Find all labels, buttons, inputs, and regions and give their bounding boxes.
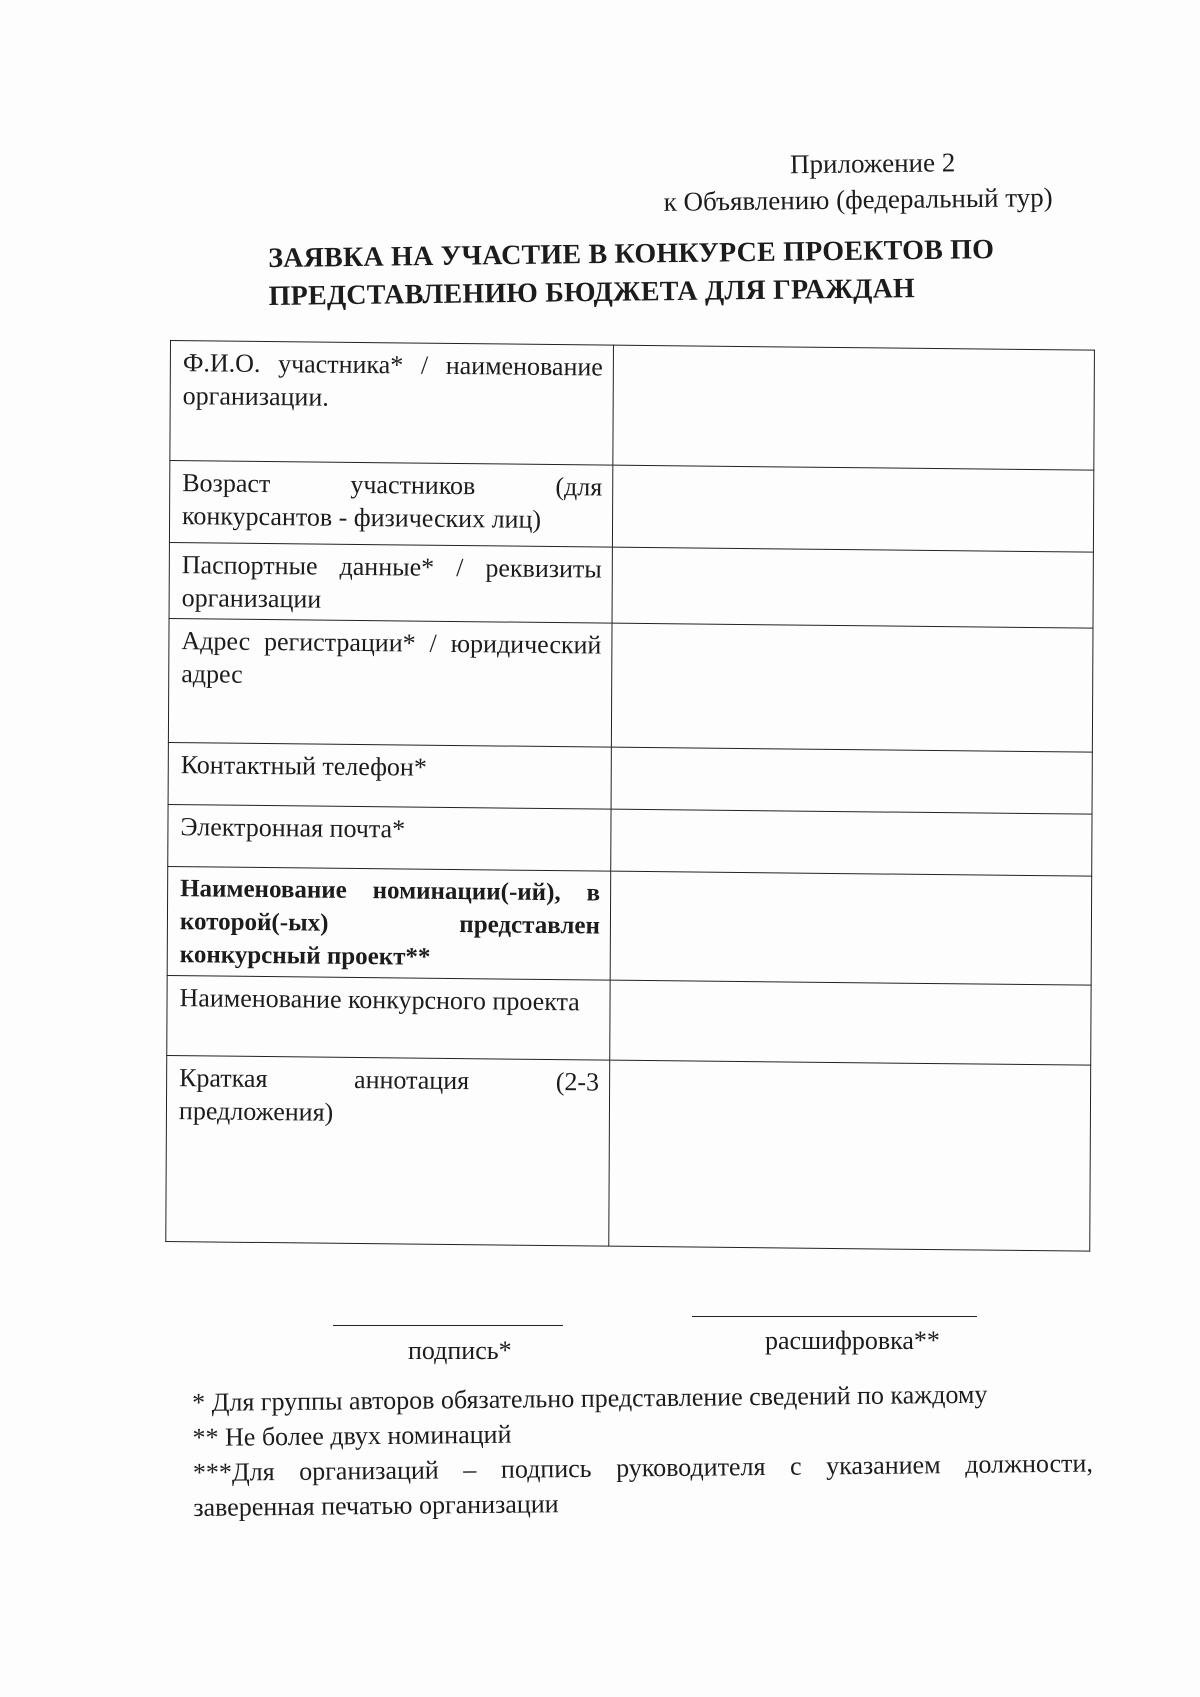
footnotes [192, 1376, 1093, 1525]
field-value-project-name[interactable] [610, 980, 1091, 1065]
field-value-address[interactable] [611, 623, 1093, 752]
appendix-target: к Объявлению (федеральный тур) [663, 182, 1053, 217]
form-row-name [170, 341, 1095, 471]
field-label-age: Возраст участников (для конкурсантов - физических лиц) [169, 461, 612, 548]
footnote-1: * Для группы авторов обязательно представление сведений по каждому [192, 1379, 988, 1417]
field-label-passport: Паспортные данные* / реквизиты организации [169, 543, 612, 624]
field-value-name[interactable] [613, 345, 1095, 470]
footnote-2: ** Не более двух номинаций [192, 1419, 512, 1452]
field-label-project-name: Наименование конкурсного проекта [167, 976, 610, 1061]
field-label-email: Электронная почта* [168, 805, 611, 872]
form-row-email [168, 805, 1092, 877]
form-row-phone [168, 743, 1092, 815]
field-value-passport[interactable] [612, 547, 1093, 628]
field-label-address: Адрес регистрации* / юридический адрес [168, 619, 612, 748]
field-label-name: Ф.И.О. участника* / наименование организации. [170, 341, 614, 466]
title-line-2: ПРЕДСТАВЛЕНИЮ БЮДЖЕТА ДЛЯ ГРАЖДАН [268, 273, 916, 312]
application-form [165, 340, 1095, 1252]
form-row-address [168, 619, 1093, 753]
document-title [268, 231, 1029, 316]
field-value-annotation[interactable] [609, 1060, 1091, 1251]
decoding-caption: расшифровка** [765, 1326, 940, 1355]
form-row-age [169, 461, 1093, 553]
field-value-phone[interactable] [611, 747, 1092, 814]
title-line-1: ЗАЯВКА НА УЧАСТИЕ В КОНКУРСЕ ПРОЕКТОВ ПО [268, 234, 995, 274]
signature-line[interactable] [333, 1325, 563, 1326]
field-label-phone: Контактный телефон* [168, 743, 611, 810]
decoding-line[interactable] [692, 1316, 977, 1317]
application-form-table [165, 340, 1095, 1252]
field-label-nomination: Наименование номинации(-ий), в которой(-ых) представлен конкурсный проект** [167, 867, 611, 981]
appendix-number: Приложение 2 [789, 147, 956, 180]
field-value-email[interactable] [611, 809, 1092, 876]
form-row-annotation [166, 1056, 1091, 1252]
field-label-annotation: Краткая аннотация (2-3 предложения) [166, 1056, 610, 1247]
form-row-nomination [167, 867, 1092, 986]
field-value-age[interactable] [612, 465, 1093, 552]
signature-caption: подпись* [408, 1336, 512, 1365]
field-value-nomination[interactable] [610, 871, 1092, 985]
form-row-passport [169, 543, 1093, 629]
form-row-project-name [167, 976, 1091, 1066]
footnote-3: ***Для организаций – подпись руководителя с указанием должности, заверенная печатью организации [192, 1448, 1094, 1522]
appendix-reference [560, 143, 1061, 221]
